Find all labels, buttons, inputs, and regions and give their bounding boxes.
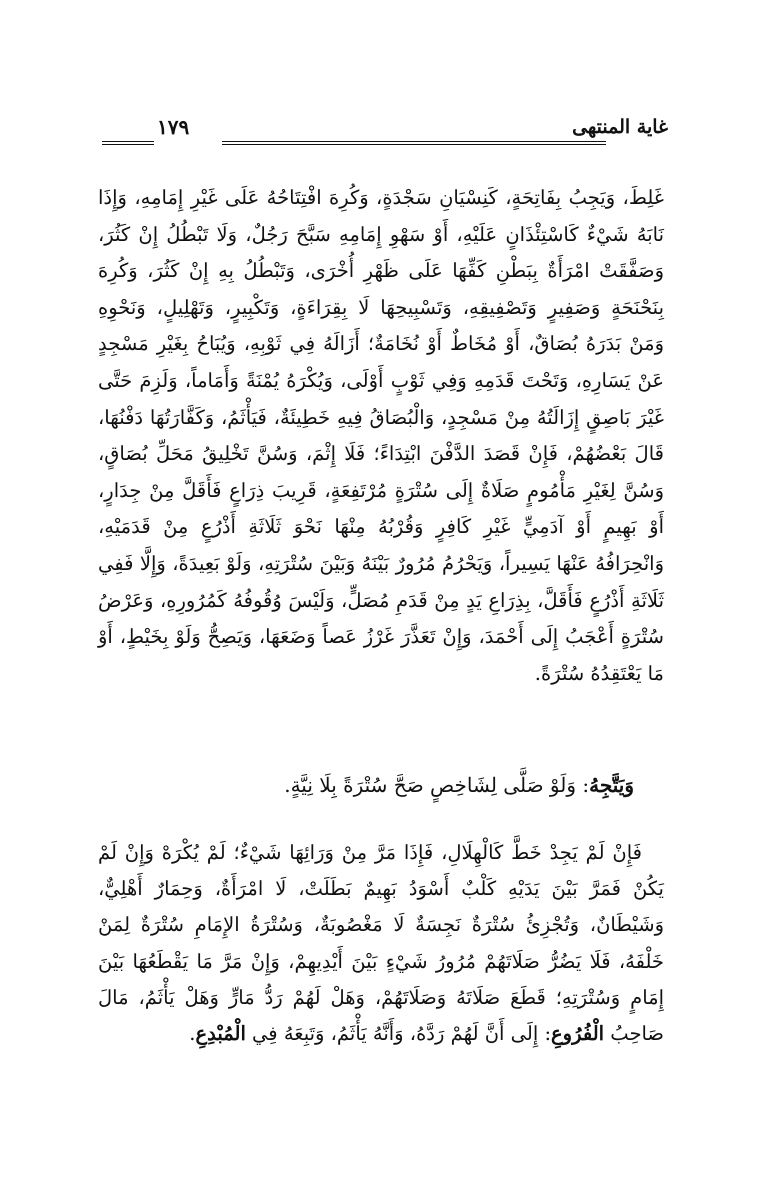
book-name-mubdi: الْمُبْدِعِ: [195, 1022, 246, 1046]
note-label: وَيَتَّجِهُ: [589, 773, 634, 797]
note-text: : وَلَوْ صَلَّى لِشَاخِصٍ صَحَّ سُتْرَةً بِلَا نِيَّةٍ.: [284, 773, 590, 797]
header-rule-left: [102, 141, 154, 145]
paragraph-1: غَلِطَ، وَيَجِبُ بِفَاتِحَةٍ، كَنِسْيَانِ سَجْدَةٍ، وَكُرِهَ افْتِتَاحُهُ عَلَى غَيْرِ إِمَامِهِ، وَإِذَا نَابَهُ شَيْءٌ كَاسْتِئْذَانٍ عَلَيْهِ، أَوْ سَهْوِ إِمَامِهِ سَبَّحَ رَجُلٌ، وَلَا تَبْطُلُ إِنْ كَثُرَ، وَصَفَّقَتْ امْرَأَةٌ بِبَطْنِ كَفِّهَا عَلَى ظَهْرِ أُخْرَى، وَتَبْطُلُ بِهِ إِنْ كَثُرَ، وَكُرِهَ بِنَحْنَحَةٍ وَصَفِيرٍ وَتَصْفِيقِهِ، وَتَسْبِيحِهَا لَا بِقِرَاءَةٍ، وَتَكْبِيرٍ، وَتَهْلِيلٍ، وَنَحْوِهِ وَمَنْ بَدَرَهُ بُصَاقٌ، أَوْ مُخَاطٌ أَوْ نُخَامَةٌ؛ أَزَالَهُ فِي ثَوْبِهِ، وَيُبَاحُ بِغَيْرِ مَسْجِدٍ عَنْ يَسَارِهِ، وَتَحْتَ قَدَمِهِ وَفِي ثَوْبٍ أَوْلَى، وَيُكْرَهُ يُمْنَةً وَأَمَاماً، وَلَزِمَ حَتَّى غَيْرَ بَاصِقٍ إِزَالَتُهُ مِنْ مَسْجِدٍ، وَالْبُصَاقُ فِيهِ خَطِيئَةٌ، فَيَأْثَمُ، وَكَفَّارَتُهَا دَفْنُهَا، قَالَ بَعْضُهُمْ، فَإِنْ قَصَدَ الدَّفْنَ ابْتِدَاءً؛ فَلَا إِثْمَ، وَسُنَّ تَخْلِيقُ مَحَلِّ بُصَاقٍ، وَسُنَّ لِغَيْرِ مَأْمُومٍ صَلَاةٌ إِلَى سُتْرَةٍ مُرْتَفِعَةٍ، قَرِيبَ ذِرَاعٍ فَأَقَلَّ مِنْ جِدَارٍ، أَوْ بَهِيمٍ أَوْ آدَمِيٍّ غَيْرِ كَافِرٍ وَقُرْبُهُ مِنْهَا نَحْوَ ثَلَاثَةِ أَذْرُعٍ مِنْ قَدَمَيْهِ، وَانْحِرَافُهُ عَنْهَا يَسِيراً، وَيَحْرُمُ مُرُورٌ بَيْنَهُ وَبَيْنَ سُتْرَتِهِ، وَلَوْ بَعِيدَةً، وَإِلَّا فَفِي ثَلَاثَةِ أَذْرُعٍ فَأَقَلَّ، بِذِرَاعِ يَدٍ مِنْ قَدَمِ مُصَلٍّ، وَلَيْسَ وُقُوفُهُ كَمُرُورِهِ، وَعَرْضُ سُتْرَةٍ أَعْجَبُ إِلَى أَحْمَدَ، وَإِنْ تَعَذَّرَ غَرْزُ عَصاً وَضَعَهَا، وَيَصِحُّ وَلَوْ بِخَيْطٍ، أَوْ مَا يَعْتَقِدُهُ سُتْرَةً.: [98, 186, 664, 685]
note-line: [98, 767, 664, 803]
book-name-furu: الْفُرُوعِ: [551, 1022, 605, 1046]
header-rule: [222, 141, 606, 145]
paragraph-2-mid: : إِلَى أَنَّ لَهُمْ رَدَّهُ، وَأَنَّهُ يَأْثَمُ، وَتَبِعَهُ فِي: [245, 1022, 552, 1046]
running-title: غاية المنتهى: [572, 116, 668, 138]
page-number: ١٧٩: [157, 115, 190, 139]
main-paragraph: [98, 180, 664, 692]
paragraph-2: [98, 835, 664, 1052]
paragraph-2-text: فَإِنْ لَمْ يَجِدْ خَطَّ كَالْهِلَالِ، فَإِذَا مَرَّ مِنْ وَرَائِهَا شَيْءٌ؛ لَمْ يُكْرَهْ وَإِنْ لَمْ يَكُنْ فَمَرَّ بَيْنَ يَدَيْهِ كَلْبٌ أَسْوَدُ بَهِيمٌ بَطَلَتْ، لَا امْرَأَةٌ، وَحِمَارٌ أَهْلِيٌّ، وَشَيْطَانٌ، وَتُجْزِئُ سُتْرَةٌ نَجِسَةٌ لَا مَغْصُوبَةٌ، وَسُتْرَةُ الإِمَامِ سُتْرَةٌ لِمَنْ خَلْفَهُ، فَلَا يَضُرُّ صَلَاتَهُمْ مُرُورُ شَيْءٍ بَيْنَ أَيْدِيهِمْ، وَإِنْ مَرَّ مَا يَقْطَعُهَا بَيْنَ إِمَامٍ وَسُتْرَتِهِ؛ قَطَعَ صَلَاتَهُ وَصَلَاتَهُمْ، وَهَلْ لَهُمْ رَدُّ مَارٍّ وَهَلْ يَأْثَمُ، مَالَ صَاحِبُ: [98, 841, 664, 1046]
paragraph-2-end: .: [189, 1022, 196, 1046]
page-header: [102, 112, 668, 146]
